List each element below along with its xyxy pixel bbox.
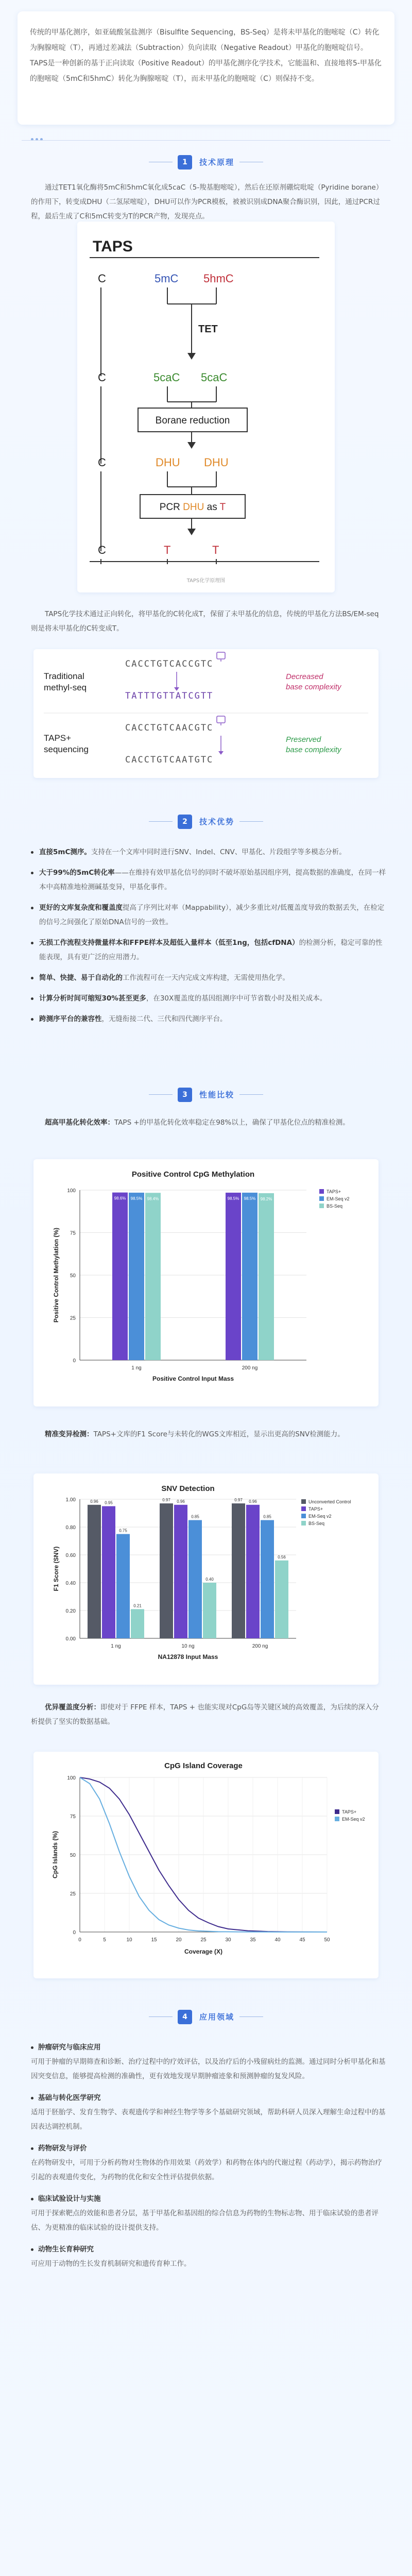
bar [112, 1193, 128, 1360]
y-tick-label: 100 [67, 1775, 76, 1781]
data-label: 98.2% [260, 1196, 272, 1201]
data-label: 0.97 [234, 1498, 243, 1503]
bar [246, 1505, 260, 1638]
taps-title: TAPS [93, 238, 133, 255]
row1-c: C [98, 272, 106, 285]
result-taps: Preserved base complexity [286, 735, 341, 754]
section-title: 应用领域 [199, 2012, 234, 2022]
bar [129, 1193, 144, 1360]
methyl-marker-icon [217, 716, 225, 723]
x-tick-label: 200 ng [252, 1643, 268, 1649]
legend-label: TAPS+ [342, 1809, 357, 1815]
legend-swatch [335, 1809, 339, 1814]
y-axis-label: CpG Islands (%) [52, 1831, 59, 1879]
y-axis-label: Positive Control Methylation (%) [53, 1227, 60, 1323]
section-number: 1 [178, 155, 192, 170]
row1-5hmc: 5hmC [203, 272, 234, 285]
y-tick-label: 0.40 [65, 1581, 76, 1586]
legend-swatch [319, 1189, 324, 1194]
data-label: 0.85 [263, 1514, 271, 1519]
taps-diagram-card [77, 222, 335, 592]
legend-swatch [301, 1506, 306, 1511]
compare-text: TAPS化学技术通过正向转化，将甲基化的C转化成T，保留了未甲基化的信息，传统的甲基化方法BS/EM-seq则是将未甲基化的C转变成T。 [31, 610, 379, 633]
bar [259, 1193, 274, 1360]
y-tick-label: 1.00 [65, 1497, 76, 1503]
row3-dhu-a: DHU [156, 456, 180, 469]
bar [131, 1609, 144, 1638]
legend-swatch [319, 1196, 324, 1201]
applications-list [31, 2040, 386, 2278]
y-tick-label: 0 [73, 1930, 76, 1936]
data-label: 0.75 [119, 1528, 127, 1533]
legend-label: EM-Seq v2 [308, 1514, 332, 1519]
y-tick-label: 75 [70, 1814, 76, 1820]
bar [242, 1193, 258, 1360]
application-title: 药物研发与评价 [31, 2141, 386, 2156]
row3-c: C [98, 456, 106, 469]
advantages-list [31, 845, 386, 1032]
application-desc: 在药物研发中，可用于分析药物对生物体的作用效果（药效学）和药物在体内的代谢过程（药动学），揭示药物治疗引起的表观遗传变化，为药物的优化和安全性评估提供依据。 [31, 2159, 382, 2181]
x-axis-label: Positive Control Input Mass [152, 1375, 234, 1382]
taps-diagram [77, 222, 335, 592]
section-header-advantages [0, 814, 412, 829]
divider [22, 140, 390, 141]
bar [203, 1583, 216, 1638]
bar [145, 1193, 161, 1360]
x-tick-label: 50 [324, 1937, 330, 1943]
application-title: 动物生长育种研究 [31, 2242, 386, 2257]
data-label: 0.96 [249, 1499, 257, 1504]
legend-swatch [335, 1817, 339, 1821]
legend-label: EM-Seq v2 [327, 1196, 350, 1201]
section-number: 2 [178, 815, 192, 829]
x-tick-label: 1 ng [131, 1365, 142, 1371]
section-number: 3 [178, 1088, 192, 1102]
legend-swatch [301, 1514, 306, 1518]
data-label: 0.96 [177, 1499, 185, 1504]
y-tick-label: 25 [70, 1315, 76, 1321]
row1-5mc: 5mC [154, 272, 179, 285]
section-title: 性能比较 [199, 1090, 234, 1099]
chart3-card [33, 1752, 379, 1978]
seq-taps-bottom: CACCTGTCAATGTC [125, 755, 214, 765]
sequence-compare [33, 649, 379, 778]
advantage-item: 无损工作流程支持微量样本和FFPE样本及超低入量样本（低至1ng，包括cfDNA）的检测分析，稳定可靠的性能表现，具有更广泛的应用潜力。 [31, 936, 386, 964]
advantage-item: 大于99%的5mC转化率——在维持有效甲基化信号的同时不破坏原始基因组序列，提高数据的准确度，在同一样本中高精准地检测碱基变异，甲基化事件。 [31, 866, 386, 894]
advantage-item: 跨测序平台的兼容性，无缝衔接二代、三代和四代测序平台。 [31, 1012, 386, 1026]
perf1-text: 超高甲基化转化效率：TAPS +的甲基化转化效率稳定在98%以上，确保了甲基化位点的精准检测。 [45, 1118, 350, 1127]
x-tick-label: 10 ng [181, 1643, 195, 1649]
x-axis-label: Coverage (X) [184, 1948, 223, 1955]
data-label: 0.95 [105, 1500, 113, 1505]
bar [102, 1506, 115, 1639]
x-tick-label: 10 [126, 1937, 132, 1943]
x-tick-label: 30 [225, 1937, 231, 1943]
perf3-text: 优异覆盖度分析：即使对于 FFPE 样本，TAPS + 也能实现对CpG岛等关键区域的高效覆盖，为后续的深入分析提供了坚实的数据基础。 [31, 1703, 379, 1726]
section-header-applications [0, 2009, 412, 2024]
data-label: 0.85 [191, 1514, 199, 1519]
application-desc: 可用于探索靶点的效能和患者分层，基于甲基化和基因组的综合信息为药物的生物标志物、用于临床试验的患者评估、为更精准的临床试验的设计提供支持。 [31, 2209, 379, 2232]
y-tick-label: 100 [67, 1188, 76, 1194]
bar [188, 1520, 202, 1639]
data-label: 0.21 [133, 1603, 142, 1608]
snv-bar-chart [33, 1473, 379, 1685]
advantage-item: 直接5mC测序。支持在一个文库中同时进行SNV、Indel、CNV、甲基化、片段组学等多模态分析。 [31, 845, 386, 859]
data-label: 0.97 [162, 1498, 170, 1503]
application-desc: 可用于肿瘤的早期筛查和诊断、治疗过程中的疗效评估，以及治疗后的小残留病灶的监测。通过同时分析甲基化和基因突变信息，能够提高检测的准确性，更有效地发现早期肿瘤迹象和预测肿瘤的复发风险。 [31, 2058, 386, 2080]
seq-trad-top: CACCTGTCACCGTC [125, 659, 214, 669]
data-label: 0.40 [205, 1577, 214, 1582]
y-tick-label: 0.20 [65, 1608, 76, 1614]
seq-trad-bottom: TATTTGTTATCGTT [125, 691, 214, 701]
bar [275, 1561, 288, 1638]
chart-title: CpG Island Coverage [164, 1761, 243, 1770]
y-tick-label: 0.00 [65, 1636, 76, 1642]
taps-caption: TAPS化学原理图 [186, 578, 226, 584]
row3-dhu-b: DHU [204, 456, 229, 469]
y-tick-label: 0 [73, 1358, 76, 1364]
data-label: 98.4% [147, 1196, 159, 1201]
x-tick-label: 40 [274, 1937, 281, 1943]
y-tick-label: 75 [70, 1230, 76, 1236]
bar [232, 1503, 245, 1638]
x-axis-label: NA12878 Input Mass [158, 1653, 218, 1660]
legend-swatch [319, 1204, 324, 1208]
y-tick-label: 50 [70, 1853, 76, 1858]
label-traditional: Traditional methyl-seq [44, 671, 87, 692]
data-label: 98.5% [244, 1196, 256, 1201]
intro-card [18, 11, 394, 125]
advantage-item: 计算分析时间可缩短30%甚至更多，在30X覆盖度的基因组测序中可节省数小时及相关成本。 [31, 991, 386, 1006]
advantage-item: 简单、快捷、易于自动化的工作流程可在一天内完成文库构建，无需使用热化学。 [31, 971, 386, 985]
x-tick-label: 20 [176, 1937, 182, 1943]
principle-text: 通过TET1氧化酶将5mC和5hmC氧化成5caC（5-羧基胞嘧啶），然后在还原剂硼烷吡啶（Pyridine borane）的作用下，转变成DHU（二氢尿嘧啶），DHU可以作为PCR模板，被被识别成DNA聚合酶识别，因此，通过PCR过程，最后生成了C和5mC转变为T的PCR产物，发现亮点。 [31, 183, 380, 221]
row2-5cac-a: 5caC [153, 371, 180, 384]
label-taps: TAPS+ sequencing [44, 733, 89, 754]
bar [261, 1520, 274, 1639]
data-label: 98.5% [227, 1196, 239, 1201]
compare-card [33, 649, 379, 778]
x-tick-label: 45 [299, 1937, 305, 1943]
legend-label: Unconverted Control [308, 1499, 351, 1504]
x-tick-label: 0 [78, 1937, 81, 1943]
legend-swatch [301, 1499, 306, 1504]
y-tick-label: 25 [70, 1891, 76, 1897]
methyl-marker-icon [217, 652, 225, 659]
legend-label: EM-Seq v2 [342, 1817, 365, 1822]
application-desc: 可应用于动物的生长发育机制研究和遗传育种工作。 [31, 2260, 191, 2268]
y-tick-label: 0.60 [65, 1553, 76, 1558]
chart-title: SNV Detection [161, 1484, 215, 1493]
data-label: 98.5% [130, 1196, 143, 1201]
chart-title: Positive Control CpG Methylation [131, 1170, 255, 1179]
section-header-principle [0, 155, 412, 170]
x-tick-label: 15 [151, 1937, 157, 1943]
cpg-line-chart [33, 1752, 379, 1978]
y-tick-label: 0.80 [65, 1525, 76, 1531]
application-title: 临床试验设计与实施 [31, 2192, 386, 2206]
methylation-bar-chart [33, 1159, 379, 1406]
row4-c: C [98, 544, 106, 556]
intro-text: 传统的甲基化测序，如亚硫酸氢盐测序（Bisulfite Sequencing，BS-Seq）是将未甲基化的胞嘧啶（C）转化为胸腺嘧啶（T），再通过差减法（Subtraction）负向读取（Negative Readout）甲基化的胞嘧啶信号。TAPS是一种创新的基于正向读取（Positive Readout）的甲基化测序化学技术，它能温和、直接地将5-甲基化的胞嘧啶（5mC和5hmC）转化为胸腺嘧啶（T），而未甲基化的胞嘧啶（C）则保持不变。 [30, 28, 382, 83]
x-tick-label: 1 ng [111, 1643, 121, 1649]
step-tet: TET [198, 324, 218, 335]
seq-taps-top: CACCTGTCAACGTC [125, 723, 214, 733]
decor-dots [31, 133, 45, 143]
row2-c: C [98, 371, 106, 384]
step-borane: Borane reduction [155, 415, 230, 426]
application-title: 肿瘤研究与临床应用 [31, 2040, 386, 2055]
section-title: 技术优势 [199, 817, 234, 826]
row4-t-a: T [164, 544, 171, 556]
bar [88, 1505, 101, 1638]
advantage-item: 更好的文库复杂度和覆盖度提高了序列比对率（Mappability），减少多重比对/低覆盖度导致的数据丢失，在检定的信号之间强化了原始DNA信号的一致性。 [31, 901, 386, 929]
bar [160, 1503, 173, 1638]
data-label: 0.56 [278, 1554, 286, 1560]
legend-label: BS-Seq [308, 1521, 325, 1526]
legend-label: TAPS+ [308, 1506, 323, 1512]
bar [116, 1534, 130, 1639]
chart1-card [33, 1159, 379, 1406]
data-label: 0.96 [90, 1499, 98, 1504]
legend-swatch [301, 1521, 306, 1526]
step-pcr: PCR DHU as T [159, 502, 226, 513]
row2-5cac-b: 5caC [201, 371, 228, 384]
application-title: 基础与转化医学研究 [31, 2091, 386, 2105]
section-title: 技术原理 [199, 158, 234, 167]
x-tick-label: 5 [103, 1937, 106, 1943]
section-header-performance [0, 1087, 412, 1102]
y-tick-label: 50 [70, 1273, 76, 1279]
result-traditional: Decreased base complexity [286, 672, 341, 691]
x-tick-label: 25 [200, 1937, 207, 1943]
y-axis-label: F1 Score (SNV) [53, 1546, 60, 1591]
bar [226, 1193, 241, 1360]
data-label: 98.6% [114, 1196, 126, 1201]
legend-label: TAPS+ [327, 1189, 341, 1194]
x-tick-label: 200 ng [242, 1365, 258, 1371]
row4-t-b: T [212, 544, 219, 556]
legend-label: BS-Seq [327, 1204, 343, 1209]
section-number: 4 [178, 2010, 192, 2024]
perf2-text: 精准变异检测：TAPS+文库的F1 Score与未转化的WGS文库相近，显示出更高的SNV检测能力。 [45, 1430, 345, 1438]
bar [174, 1505, 187, 1638]
x-tick-label: 35 [250, 1937, 256, 1943]
application-desc: 适用于胚胎学、发育生物学、表观遗传学和神经生物学等多个基础研究领域，帮助科研人员深入理解生命过程中的基因表达调控机制。 [31, 2108, 386, 2131]
chart2-card [33, 1473, 379, 1685]
